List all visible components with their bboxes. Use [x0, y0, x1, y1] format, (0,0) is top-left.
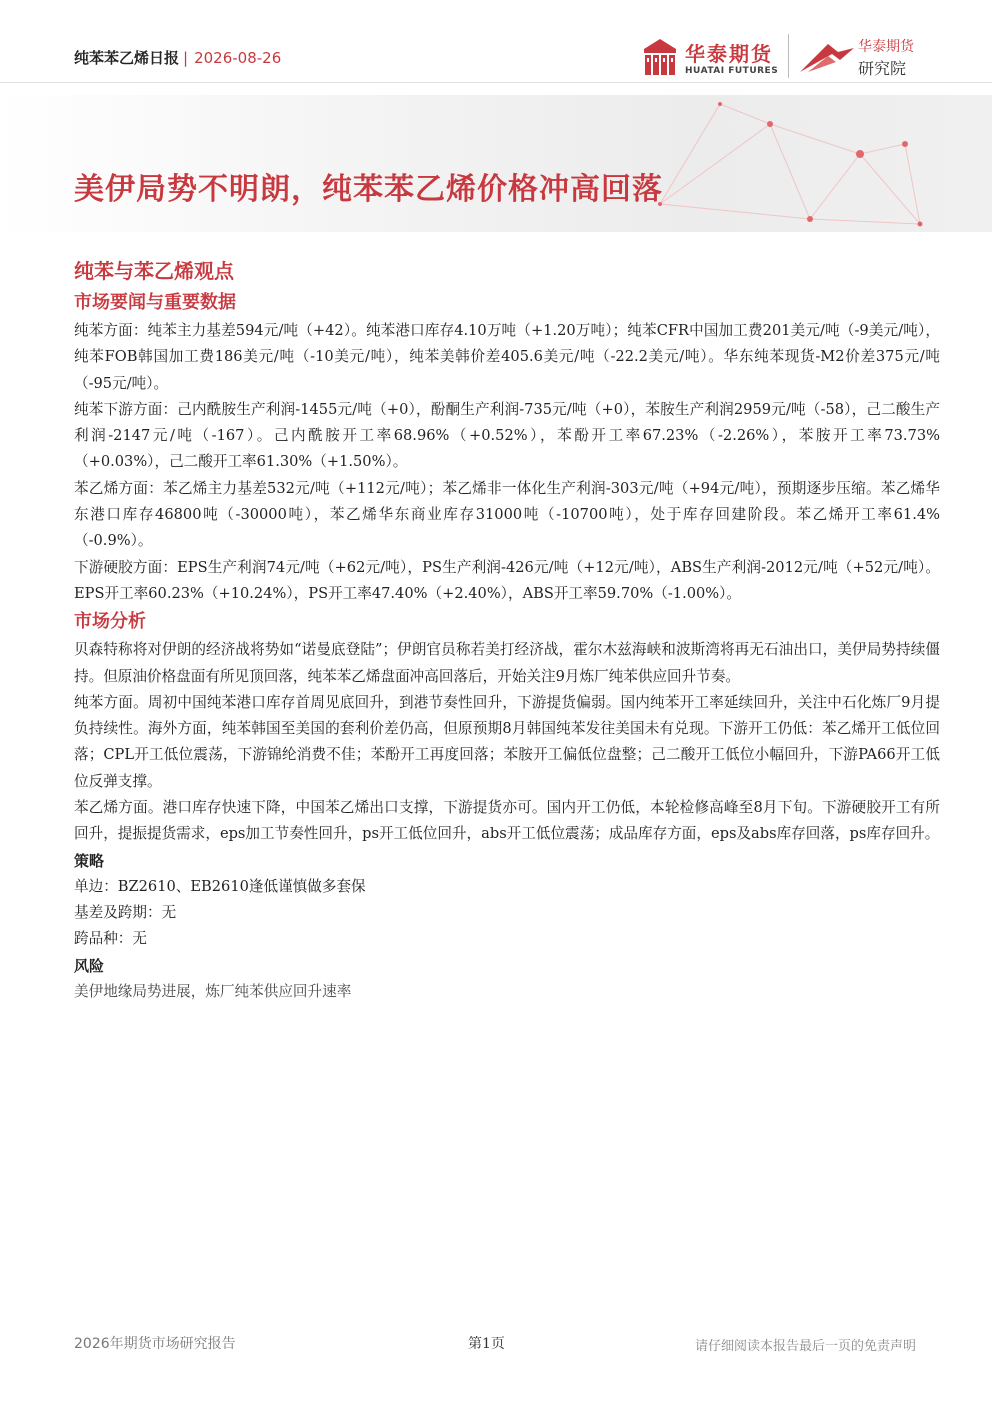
research-institute-logo	[796, 36, 926, 80]
page-header	[0, 0, 992, 232]
bird-wing-logo-icon	[798, 38, 856, 76]
research-line1: 华泰期货	[858, 39, 914, 55]
header-rule	[0, 82, 992, 83]
logo-divider	[788, 34, 789, 78]
strategy-item: 单边：BZ2610、EB2610逢低谨慎做多套保	[74, 877, 366, 895]
news-paragraph-benzene-downstream: 纯苯下游方面：己内酰胺生产利润-1455元/吨（+0），酚酮生产利润-735元/吨（+0），苯胺生产利润2959元/吨（-58），己二酸生产利润-2147元/吨（-167）。己内酰胺开工率68.96%（+0.52%），苯酚开工率67.23%（-2.26%），苯胺开工率73.73%（+0.03%），己二酸开工率61.30%（+1.50%）。	[74, 400, 940, 471]
strategy-item: 基差及跨期：无	[74, 903, 177, 921]
analysis-paragraph-styrene: 苯乙烯方面。港口库存快速下降，中国苯乙烯出口支撑，下游提货亦可。国内开工仍低，本轮检修高峰至8月下旬。下游硬胶开工有所回升，提振提货需求，eps加工节奏性回升，ps开工低位回升，abs开工低位震荡；成品库存方面，eps及abs库存回落，ps库存回升。	[74, 799, 940, 843]
market-news-heading: 市场要闻与重要数据	[74, 292, 236, 313]
report-date: 2026-08-26	[194, 49, 282, 67]
huatai-building-logo-icon	[643, 38, 677, 76]
analysis-paragraph-macro: 贝森特称将对伊朗的经济战将势如“诺曼底登陆”；伊朗官员称若美打经济战，霍尔木兹海峡和波斯湾将再无石油出口，美伊局势持续僵持。但原油价格盘面有所见顶回落，纯苯苯乙烯盘面冲高回落后，开始关注9月炼厂纯苯供应回升节奏。	[74, 641, 940, 685]
huatai-logo	[643, 38, 793, 78]
logo-chinese-name: 华泰期货	[685, 42, 773, 66]
risk-heading: 风险	[74, 956, 105, 975]
footer-disclaimer-note: 请仔细阅读本报告最后一页的免责声明	[694, 1339, 916, 1354]
report-name: 纯苯苯乙烯日报	[74, 49, 180, 67]
logo-english-name: HUATAI FUTURES	[685, 66, 779, 76]
header-separator: |	[183, 49, 189, 67]
page-footer	[74, 1333, 920, 1357]
footer-report-label: 2026年期货市场研究报告	[74, 1336, 236, 1352]
risk-text: 美伊地缘局势进展，炼厂纯苯供应回升速率	[74, 982, 352, 1000]
market-analysis-heading: 市场分析	[74, 611, 146, 633]
news-paragraph-styrene: 苯乙烯方面：苯乙烯主力基差532元/吨（+112元/吨）；苯乙烯非一体化生产利润-303元/吨（+94元/吨），预期逐步压缩。苯乙烯华东港口库存46800吨（-30000吨），苯乙烯华东商业库存31000吨（-10700吨），处于库存回建阶段。苯乙烯开工率61.4%（-0.9%）。	[74, 479, 940, 550]
network-sphere-icon	[620, 84, 950, 232]
report-body	[74, 254, 940, 1005]
report-tag	[74, 47, 281, 68]
strategy-heading: 策略	[74, 851, 105, 870]
strategy-item: 跨品种：无	[74, 930, 147, 948]
news-paragraph-benzene: 纯苯方面：纯苯主力基差594元/吨（+42）。纯苯港口库存4.10万吨（+1.20万吨）；纯苯CFR中国加工费201美元/吨（-9美元/吨），纯苯FOB韩国加工费186美元/吨（-10美元/吨），纯苯美韩价差405.6美元/吨（-22.2美元/吨）。华东纯苯现货-M2价差375元/吨（-95元/吨）。	[74, 322, 940, 392]
section-title: 纯苯与苯乙烯观点	[74, 259, 234, 283]
research-line2: 研究院	[858, 59, 907, 78]
page-title: 美伊局势不明朗，纯苯苯乙烯价格冲高回落	[74, 172, 663, 207]
analysis-paragraph-benzene: 纯苯方面。周初中国纯苯港口库存首周见底回升，到港节奏性回升，下游提货偏弱。国内纯苯开工率延续回升，关注中石化炼厂9月提负持续性。海外方面，纯苯韩国至美国的套利价差仍高，但原预期8月韩国纯苯发往美国未有兑现。下游开工仍低：苯乙烯开工低位回落；CPL开工低位震荡，下游锦纶消费不佳；苯酚开工再度回落；苯胺开工偏低位盘整；己二酸开工低位小幅回升，下游PA66开工低位反弹支撑。	[74, 693, 940, 790]
news-paragraph-hard-plastics: 下游硬胶方面：EPS生产利润74元/吨（+62元/吨），PS生产利润-426元/吨（+12元/吨），ABS生产利润-2012元/吨（+52元/吨）。EPS开工率60.23%（+10.24%），PS开工率47.40%（+2.40%），ABS开工率59.70%（-1.00%）。	[74, 558, 940, 602]
page-number: 第1页	[468, 1336, 505, 1352]
